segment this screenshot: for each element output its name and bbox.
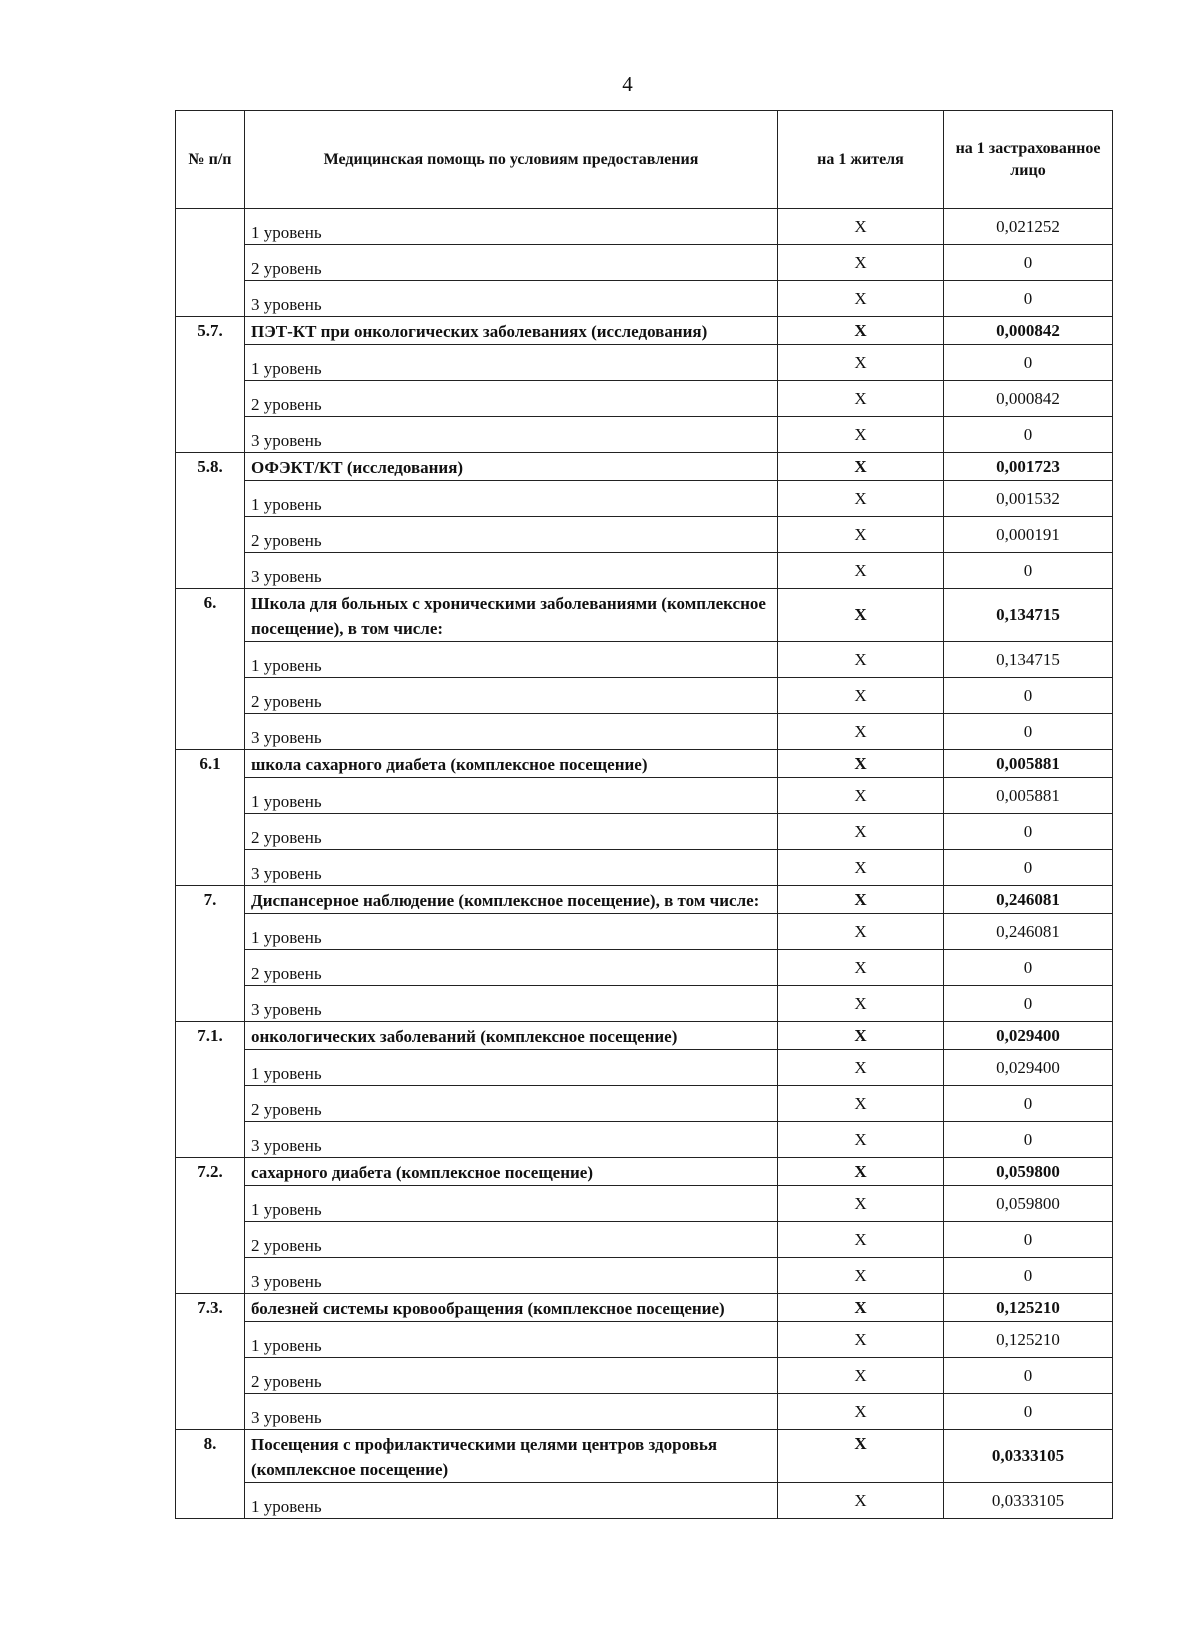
section-row: [176, 1430, 1113, 1483]
per-insured-cell: 0,059800: [944, 1158, 1113, 1186]
level-row: [176, 517, 1113, 553]
per-insured-cell: 0,000191: [944, 517, 1113, 553]
level-row: [176, 1222, 1113, 1258]
per-resident-cell: X: [778, 642, 944, 678]
section-label: школа сахарного диабета (комплексное посещение): [245, 750, 778, 778]
level-row: [176, 678, 1113, 714]
per-resident-cell: X: [778, 986, 944, 1022]
per-resident-cell: X: [778, 417, 944, 453]
per-resident-cell: X: [778, 1294, 944, 1322]
level-label: 3 уровень: [245, 417, 778, 453]
level-label: 3 уровень: [245, 1122, 778, 1158]
level-label: 1 уровень: [245, 209, 778, 245]
row-number: 7.: [176, 886, 245, 1022]
section-row: [176, 1294, 1113, 1322]
level-row: [176, 1358, 1113, 1394]
per-resident-cell: X: [778, 209, 944, 245]
level-label: 2 уровень: [245, 245, 778, 281]
per-insured-cell: 0: [944, 417, 1113, 453]
level-label: 3 уровень: [245, 1394, 778, 1430]
per-resident-cell: X: [778, 950, 944, 986]
per-resident-cell: X: [778, 1430, 944, 1483]
section-label: сахарного диабета (комплексное посещение): [245, 1158, 778, 1186]
per-insured-cell: 0,000842: [944, 381, 1113, 417]
level-label: 2 уровень: [245, 950, 778, 986]
per-insured-cell: 0,134715: [944, 642, 1113, 678]
per-insured-cell: 0,029400: [944, 1050, 1113, 1086]
per-resident-cell: X: [778, 517, 944, 553]
level-label: 3 уровень: [245, 553, 778, 589]
section-label: ПЭТ-КТ при онкологических заболеваниях (исследования): [245, 317, 778, 345]
level-row: [176, 209, 1113, 245]
level-row: [176, 381, 1113, 417]
row-number: 5.7.: [176, 317, 245, 453]
level-row: [176, 553, 1113, 589]
level-row: [176, 914, 1113, 950]
per-insured-cell: 0: [944, 1394, 1113, 1430]
header-per-insured: на 1 застрахованное лицо: [944, 111, 1113, 209]
per-insured-cell: 0: [944, 678, 1113, 714]
per-insured-cell: 0,246081: [944, 914, 1113, 950]
row-number: 6.1: [176, 750, 245, 886]
level-row: [176, 245, 1113, 281]
row-number: 7.1.: [176, 1022, 245, 1158]
level-label: 1 уровень: [245, 642, 778, 678]
per-insured-cell: 0: [944, 714, 1113, 750]
level-row: [176, 778, 1113, 814]
level-row: [176, 1086, 1113, 1122]
per-resident-cell: X: [778, 886, 944, 914]
per-insured-cell: 0,021252: [944, 209, 1113, 245]
level-row: [176, 714, 1113, 750]
per-resident-cell: X: [778, 714, 944, 750]
header-per-resident: на 1 жителя: [778, 111, 944, 209]
per-resident-cell: X: [778, 1022, 944, 1050]
section-row: [176, 1158, 1113, 1186]
per-resident-cell: X: [778, 381, 944, 417]
level-row: [176, 1050, 1113, 1086]
per-resident-cell: X: [778, 453, 944, 481]
level-label: 2 уровень: [245, 814, 778, 850]
level-row: [176, 850, 1113, 886]
per-insured-cell: 0: [944, 986, 1113, 1022]
level-label: 2 уровень: [245, 517, 778, 553]
per-resident-cell: X: [778, 1358, 944, 1394]
level-label: 1 уровень: [245, 345, 778, 381]
per-resident-cell: X: [778, 1322, 944, 1358]
header-num: № п/п: [176, 111, 245, 209]
per-insured-cell: 0,125210: [944, 1294, 1113, 1322]
level-label: 3 уровень: [245, 714, 778, 750]
level-label: 1 уровень: [245, 1186, 778, 1222]
per-insured-cell: 0,125210: [944, 1322, 1113, 1358]
per-insured-cell: 0: [944, 553, 1113, 589]
per-resident-cell: X: [778, 553, 944, 589]
level-row: [176, 281, 1113, 317]
per-insured-cell: 0: [944, 345, 1113, 381]
level-label: 1 уровень: [245, 481, 778, 517]
per-insured-cell: 0: [944, 245, 1113, 281]
level-label: 1 уровень: [245, 778, 778, 814]
per-resident-cell: X: [778, 1222, 944, 1258]
level-row: [176, 1122, 1113, 1158]
level-label: 1 уровень: [245, 1483, 778, 1519]
level-row: [176, 986, 1113, 1022]
section-label: Школа для больных с хроническими заболеваниями (комплексное посещение), в том числе:: [245, 589, 778, 642]
row-number: 7.2.: [176, 1158, 245, 1294]
level-row: [176, 814, 1113, 850]
per-resident-cell: X: [778, 345, 944, 381]
level-row: [176, 1186, 1113, 1222]
per-insured-cell: 0,000842: [944, 317, 1113, 345]
level-row: [176, 642, 1113, 678]
per-resident-cell: X: [778, 678, 944, 714]
table-header-row: [176, 111, 1113, 209]
per-insured-cell: 0: [944, 281, 1113, 317]
row-number: 6.: [176, 589, 245, 750]
row-number: [176, 209, 245, 317]
section-row: [176, 453, 1113, 481]
per-resident-cell: X: [778, 1086, 944, 1122]
per-resident-cell: X: [778, 914, 944, 950]
level-row: [176, 950, 1113, 986]
table-body: [176, 209, 1113, 1519]
section-row: [176, 1022, 1113, 1050]
per-insured-cell: 0,001723: [944, 453, 1113, 481]
section-label: болезней системы кровообращения (комплексное посещение): [245, 1294, 778, 1322]
per-insured-cell: 0: [944, 814, 1113, 850]
row-number: 7.3.: [176, 1294, 245, 1430]
per-insured-cell: 0,005881: [944, 778, 1113, 814]
section-label: Посещения с профилактическими целями центров здоровья (комплексное посещение): [245, 1430, 778, 1483]
section-row: [176, 750, 1113, 778]
per-insured-cell: 0: [944, 1358, 1113, 1394]
per-insured-cell: 0,0333105: [944, 1430, 1113, 1483]
section-label: ОФЭКТ/КТ (исследования): [245, 453, 778, 481]
header-description: Медицинская помощь по условиям предоставления: [245, 111, 778, 209]
level-row: [176, 481, 1113, 517]
per-insured-cell: 0,059800: [944, 1186, 1113, 1222]
level-label: 3 уровень: [245, 1258, 778, 1294]
per-insured-cell: 0: [944, 850, 1113, 886]
per-resident-cell: X: [778, 481, 944, 517]
per-insured-cell: 0: [944, 1222, 1113, 1258]
level-label: 2 уровень: [245, 1222, 778, 1258]
row-number: 5.8.: [176, 453, 245, 589]
per-resident-cell: X: [778, 1122, 944, 1158]
per-insured-cell: 0: [944, 950, 1113, 986]
level-row: [176, 417, 1113, 453]
section-label: Диспансерное наблюдение (комплексное посещение), в том числе:: [245, 886, 778, 914]
per-resident-cell: X: [778, 245, 944, 281]
per-resident-cell: X: [778, 850, 944, 886]
level-label: 1 уровень: [245, 914, 778, 950]
per-resident-cell: X: [778, 814, 944, 850]
level-label: 1 уровень: [245, 1322, 778, 1358]
per-resident-cell: X: [778, 778, 944, 814]
per-resident-cell: X: [778, 317, 944, 345]
per-resident-cell: X: [778, 1394, 944, 1430]
level-label: 2 уровень: [245, 1086, 778, 1122]
per-resident-cell: X: [778, 1158, 944, 1186]
per-insured-cell: 0,0333105: [944, 1483, 1113, 1519]
level-label: 3 уровень: [245, 850, 778, 886]
page-number: 4: [622, 72, 633, 96]
per-resident-cell: X: [778, 1050, 944, 1086]
per-resident-cell: X: [778, 281, 944, 317]
level-row: [176, 1258, 1113, 1294]
level-label: 2 уровень: [245, 381, 778, 417]
per-insured-cell: 0,029400: [944, 1022, 1113, 1050]
per-insured-cell: 0,134715: [944, 589, 1113, 642]
row-number: 8.: [176, 1430, 245, 1519]
level-label: 1 уровень: [245, 1050, 778, 1086]
level-row: [176, 1394, 1113, 1430]
per-insured-cell: 0: [944, 1258, 1113, 1294]
per-insured-cell: 0: [944, 1122, 1113, 1158]
level-label: 3 уровень: [245, 986, 778, 1022]
per-resident-cell: X: [778, 1258, 944, 1294]
level-row: [176, 1322, 1113, 1358]
level-label: 2 уровень: [245, 1358, 778, 1394]
section-row: [176, 886, 1113, 914]
section-label: онкологических заболеваний (комплексное посещение): [245, 1022, 778, 1050]
per-insured-cell: 0,005881: [944, 750, 1113, 778]
level-label: 3 уровень: [245, 281, 778, 317]
per-insured-cell: 0,001532: [944, 481, 1113, 517]
per-resident-cell: X: [778, 589, 944, 642]
level-label: 2 уровень: [245, 678, 778, 714]
per-insured-cell: 0: [944, 1086, 1113, 1122]
per-resident-cell: X: [778, 1483, 944, 1519]
level-row: [176, 345, 1113, 381]
volume-table: [175, 110, 1113, 1519]
section-row: [176, 589, 1113, 642]
section-row: [176, 317, 1113, 345]
per-resident-cell: X: [778, 750, 944, 778]
level-row: [176, 1483, 1113, 1519]
per-resident-cell: X: [778, 1186, 944, 1222]
per-insured-cell: 0,246081: [944, 886, 1113, 914]
